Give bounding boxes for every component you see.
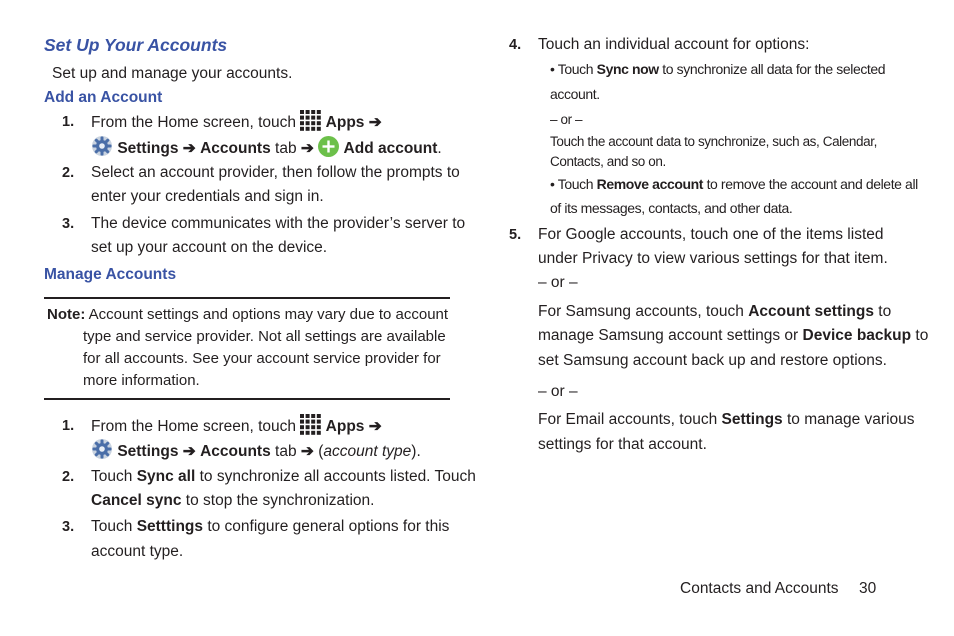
arrow: ➔ <box>300 140 314 157</box>
touch-data-line-2: Contacts, and so on. <box>550 154 666 169</box>
samsung-text: to <box>915 327 929 344</box>
setttings-label: Setttings <box>136 518 203 535</box>
step-number: 1. <box>62 418 75 434</box>
bullet-remove-account-line-2: of its messages, contacts, and other data. <box>550 200 793 216</box>
note-label: Note: <box>47 306 86 323</box>
touch-data-line-1: Touch the account data to synchronize, such as, Calendar, <box>550 134 877 149</box>
email-line-2: settings for that account. <box>538 436 707 453</box>
samsung-text: to <box>878 303 892 320</box>
note-text: Account settings and options may vary due to account <box>88 306 449 323</box>
add-account-label: Add account <box>343 140 438 157</box>
step-number: 5. <box>509 227 522 243</box>
bullet-sync-now <box>550 57 885 81</box>
settings-label: Settings <box>117 443 179 460</box>
tab-word: tab <box>275 140 297 157</box>
manage-accounts-heading: Manage Accounts <box>44 266 177 283</box>
settings-label: Settings <box>117 140 179 157</box>
or-divider: – or – <box>538 274 578 291</box>
note-line-1 <box>47 303 448 328</box>
step-text: From the Home screen, touch <box>91 418 297 435</box>
add-step-2-line-1: Select an account provider, then follow the prompts to <box>91 164 460 181</box>
bullet-text: Touch <box>557 176 594 192</box>
step-number: 2. <box>62 469 75 485</box>
step-text: From the Home screen, touch <box>91 114 297 131</box>
paren-open: ( <box>318 443 324 460</box>
apps-label: Apps <box>325 114 365 131</box>
step-4-text: Touch an individual account for options: <box>538 36 810 53</box>
page-title: Set Up Your Accounts <box>44 35 228 55</box>
note-line-2: type and service provider. Not all settings are available <box>83 328 446 345</box>
samsung-text: manage Samsung account settings or <box>538 327 799 344</box>
settings-gear-icon <box>91 438 113 460</box>
sync-now-label: Sync now <box>596 61 659 77</box>
step-text: Touch <box>91 468 133 485</box>
add-step-1-line-1 <box>91 110 382 136</box>
account-type-text: account type <box>323 443 412 460</box>
or-divider: – or – <box>550 112 583 127</box>
manage-step-1-line-2 <box>91 438 421 465</box>
apps-grid-icon <box>300 414 321 435</box>
manage-step-3-line-1 <box>91 515 449 540</box>
cancel-sync-label: Cancel sync <box>91 492 182 509</box>
bullet-text: Touch <box>557 61 594 77</box>
settings-gear-icon <box>91 135 113 157</box>
email-text: For Email accounts, touch <box>538 411 718 428</box>
accounts-label: Accounts <box>200 140 271 157</box>
step-number: 4. <box>509 37 522 53</box>
step-number: 1. <box>62 114 75 130</box>
arrow: ➔ <box>368 114 382 131</box>
add-step-3-line-1: The device communicates with the provider’s server to <box>91 215 466 232</box>
samsung-line-2 <box>538 324 928 349</box>
step-5-line-2: under Privacy to view various settings for that item. <box>538 250 888 267</box>
intro-text: Set up and manage your accounts. <box>52 65 293 82</box>
add-account-heading: Add an Account <box>44 89 163 106</box>
tab-word: tab <box>275 443 297 460</box>
add-step-1-line-2 <box>91 135 442 162</box>
device-backup-label: Device backup <box>802 327 912 344</box>
email-settings-label: Settings <box>721 411 783 428</box>
bullet-text: to remove the account and delete all <box>706 176 918 192</box>
manage-step-2-line-2 <box>91 489 374 514</box>
period: . <box>437 140 442 157</box>
paren-close: ). <box>411 443 421 460</box>
samsung-text: For Samsung accounts, touch <box>538 303 744 320</box>
note-line-3: for all accounts. See your account service provider for <box>83 350 441 367</box>
step-number: 2. <box>62 165 75 181</box>
accounts-label: Accounts <box>200 443 271 460</box>
bullet-dot: • <box>550 61 555 77</box>
email-line-1 <box>538 408 915 433</box>
note-bottom-rule <box>44 398 450 400</box>
apps-grid-icon <box>300 110 321 131</box>
add-step-3-line-2: set up your account on the device. <box>91 239 328 256</box>
sync-all-label: Sync all <box>136 468 196 485</box>
note-top-rule <box>44 297 450 299</box>
add-step-2-line-2: enter your credentials and sign in. <box>91 188 324 205</box>
arrow: ➔ <box>182 443 196 460</box>
manage-step-3-line-2: account type. <box>91 543 184 560</box>
arrow: ➔ <box>368 418 382 435</box>
samsung-line-3: set Samsung account back up and restore options. <box>538 352 887 369</box>
step-text: Touch <box>91 518 133 535</box>
arrow: ➔ <box>182 140 196 157</box>
samsung-line-1 <box>538 300 891 325</box>
arrow: ➔ <box>300 443 314 460</box>
step-number: 3. <box>62 216 75 232</box>
note-line-4: more information. <box>83 372 200 389</box>
step-text: to synchronize all accounts listed. Touch <box>199 468 476 485</box>
manage-step-2-line-1 <box>91 465 476 490</box>
add-plus-icon <box>318 136 339 157</box>
page-number: 30 <box>859 580 877 597</box>
bullet-remove-account <box>550 172 918 196</box>
account-settings-label: Account settings <box>748 303 874 320</box>
bullet-dot: • <box>550 176 555 192</box>
bullet-text: to synchronize all data for the selected <box>662 61 886 77</box>
apps-label: Apps <box>325 418 365 435</box>
step-5-line-1: For Google accounts, touch one of the items listed <box>538 226 884 243</box>
or-divider: – or – <box>538 383 578 400</box>
footer-section-title: Contacts and Accounts <box>680 580 839 597</box>
bullet-sync-now-line-2: account. <box>550 86 600 102</box>
step-text: to stop the synchronization. <box>185 492 375 509</box>
manage-step-1-line-1 <box>91 414 382 440</box>
step-text: to configure general options for this <box>207 518 450 535</box>
step-number: 3. <box>62 519 75 535</box>
remove-account-label: Remove account <box>596 176 704 192</box>
email-text: to manage various <box>786 411 915 428</box>
